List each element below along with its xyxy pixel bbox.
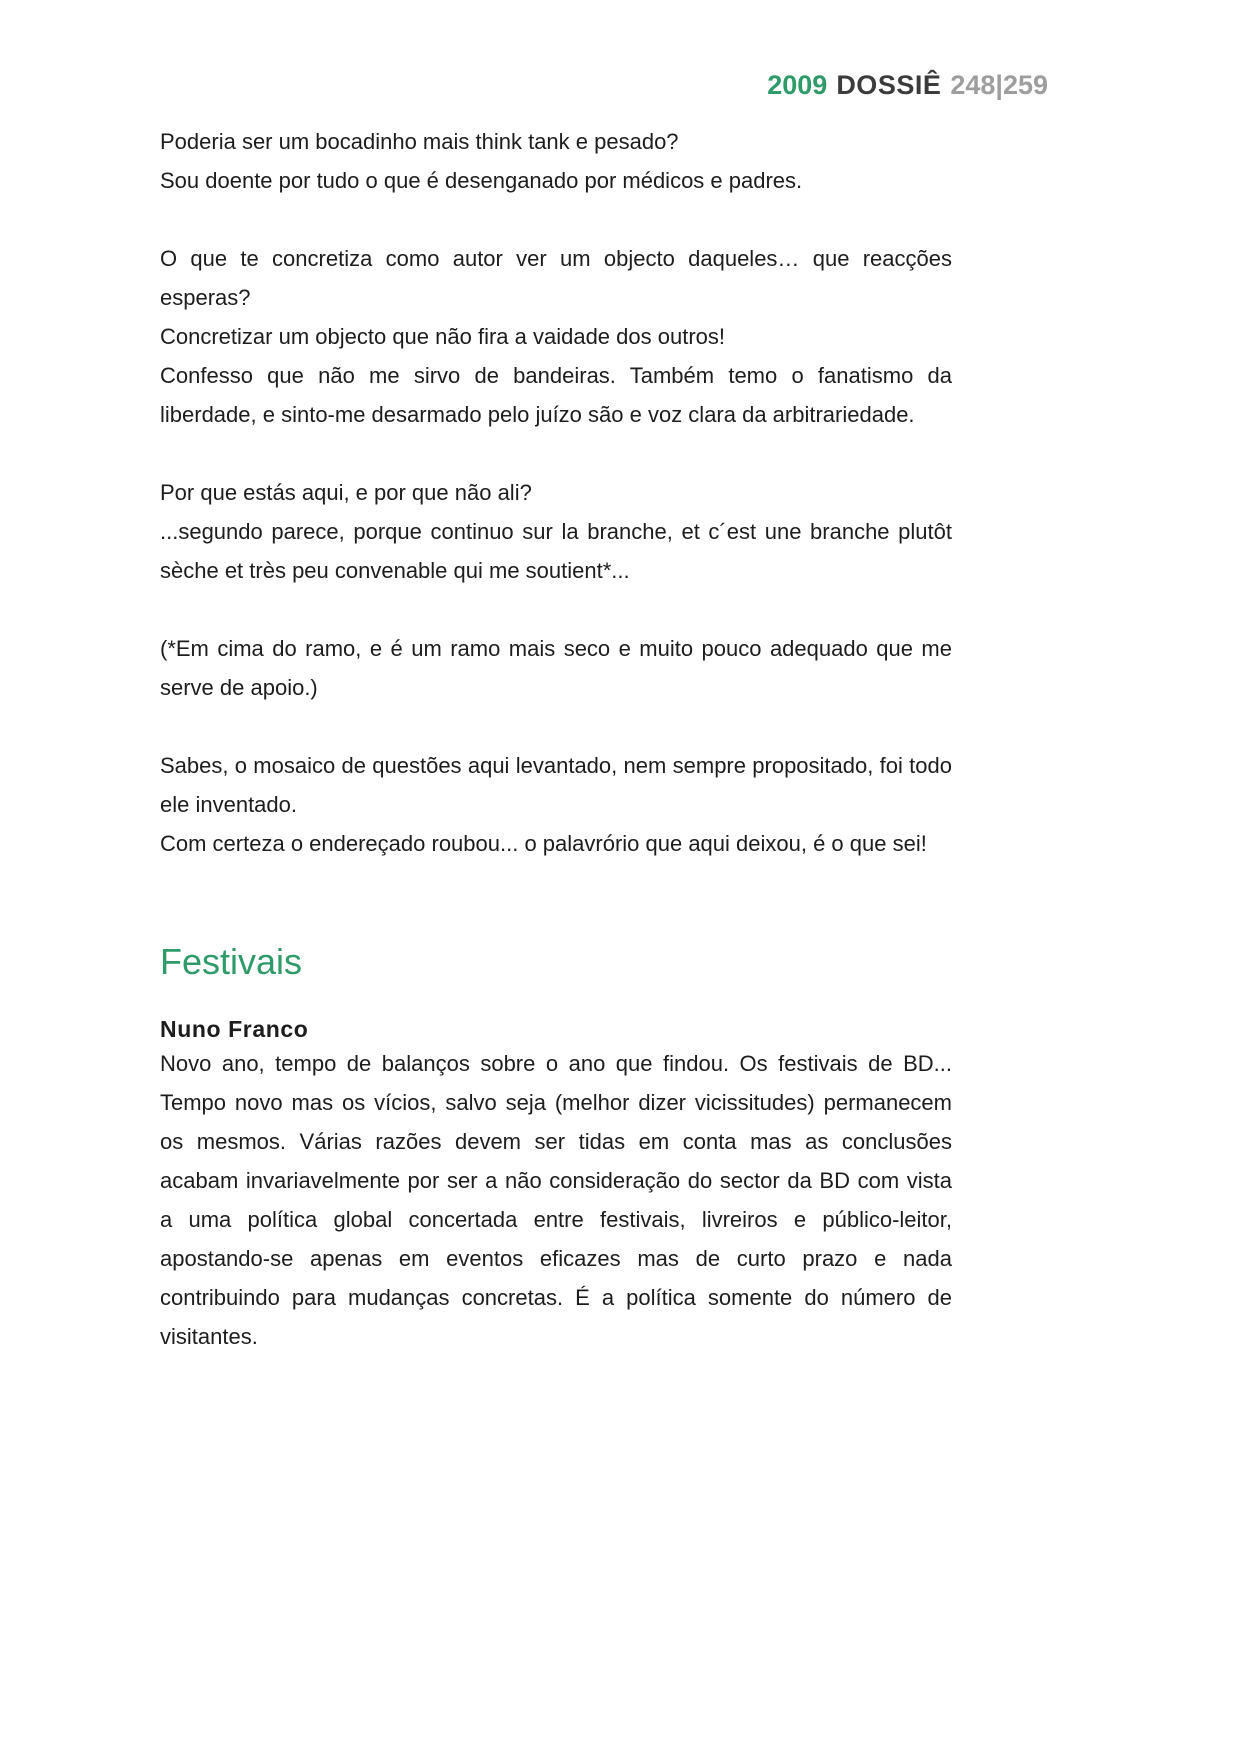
header-year: 2009 [767, 70, 828, 100]
section-title: Festivais [160, 941, 303, 982]
paragraph-block [160, 746, 952, 863]
paragraph-block [160, 122, 952, 200]
interview-question: Poderia ser um bocadinho mais think tank e pesado? [160, 129, 679, 154]
section-paragraph: Novo ano, tempo de balanços sobre o ano que findou. Os festivais de BD... Tempo novo mas os vícios, salvo seja (melhor dizer vicissitudes) permanecem os mesmos. Várias razões devem ser tidas em conta mas as conclusões acabam invariavelmente por ser a não consideração do sector da BD com vista a uma política global concertada entre festivais, livreiros e público-leitor, apostando-se apenas em eventos eficazes mas de curto prazo e nada contribuindo para mudanças concretas. É a política somente do número de visitantes. [160, 1051, 952, 1349]
header-page-range: 248|259 [950, 70, 1048, 100]
interview-question: Por que estás aqui, e por que não ali? [160, 480, 532, 505]
interview-answer: Concretizar um objecto que não fira a vaidade dos outros! [160, 324, 725, 349]
article-body [160, 122, 952, 1356]
interview-answer: ...segundo parece, porque continuo sur la branche, et c´est une branche plutôt sèche et très peu convenable qui me soutient*... [160, 519, 952, 583]
interview-answer: Sabes, o mosaico de questões aqui levantado, nem sempre propositado, foi todo ele inventado. [160, 753, 952, 817]
author-name: Nuno Franco [160, 1016, 309, 1042]
paragraph-block [160, 239, 952, 434]
footnote-paragraph: (*Em cima do ramo, e é um ramo mais seco e muito pouco adequado que me serve de apoio.) [160, 636, 952, 700]
interview-answer: Confesso que não me sirvo de bandeiras. Também temo o fanatismo da liberdade, e sinto-me desarmado pelo juízo são e voz clara da arbitrariedade. [160, 363, 952, 427]
interview-answer: Com certeza o endereçado roubou... o palavrório que aqui deixou, é o que sei! [160, 831, 927, 856]
header-title: DOSSIÊ [836, 70, 942, 100]
page-header [767, 70, 1048, 101]
paragraph-block [160, 473, 952, 590]
interview-question: O que te concretiza como autor ver um objecto daqueles… que reacções esperas? [160, 246, 952, 310]
paragraph-block [160, 629, 952, 707]
interview-answer: Sou doente por tudo o que é desenganado por médicos e padres. [160, 168, 803, 193]
